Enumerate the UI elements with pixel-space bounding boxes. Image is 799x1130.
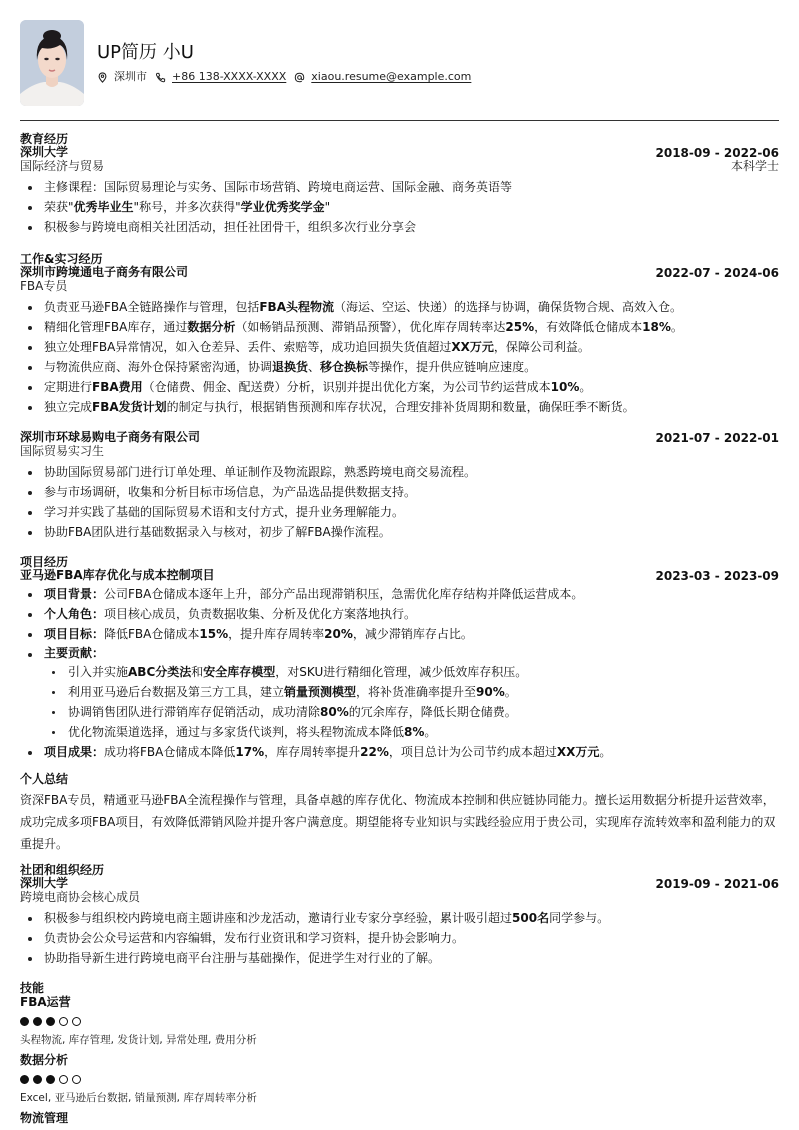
- contact-phone: [155, 70, 286, 84]
- section-summary: [20, 773, 779, 855]
- list-item: 协调销售团队进行滞销库存促销活动，成功清除80%的冗余库存，降低长期仓储费。: [20, 702, 779, 722]
- empty-dot-icon: [72, 1075, 81, 1084]
- activity-date: 2019-09 - 2021-06: [655, 877, 779, 891]
- list-item: 协助FBA团队进行基础数据录入与核对，初步了解FBA操作流程。: [20, 522, 779, 542]
- header-divider: [20, 120, 779, 121]
- phone-link[interactable]: +86 138-XXXX-XXXX: [172, 70, 287, 83]
- work-date: 2021-07 - 2022-01: [655, 431, 779, 445]
- list-item: 项目成果：成功将FBA仓储成本降低17%，库存周转率提升22%，项目总计为公司节约成本超过XX万元。: [20, 742, 779, 762]
- list-item: 个人角色：项目核心成员，负责数据收集、分析及优化方案落地执行。: [20, 604, 779, 624]
- at-sign-icon: [294, 72, 305, 83]
- section-title: 社团和组织经历: [20, 863, 105, 877]
- filled-dot-icon: [20, 1017, 29, 1026]
- candidate-name: UP简历 小U: [97, 42, 194, 63]
- skill-item: [20, 995, 779, 1047]
- project-name: 亚马逊FBA库存优化与成本控制项目: [20, 568, 215, 582]
- org-name: 深圳大学: [20, 876, 69, 890]
- list-item: 负责协会公众号运营和内容编辑，发布行业资讯和学习资料，提升协会影响力。: [20, 928, 779, 948]
- list-item: 独立处理FBA异常情况，如入仓差异、丢件、索赔等，成功追回损失货值超过XX万元，保障公司利益。: [20, 337, 779, 357]
- list-item: 定期进行FBA费用（仓储费、佣金、配送费）分析，识别并提出优化方案，为公司节约运营成本10%。: [20, 377, 779, 397]
- contact-email: [294, 70, 471, 84]
- list-item: 积极参与组织校内跨境电商主题讲座和沙龙活动，邀请行业专家分享经验，累计吸引超过500名同学参与。: [20, 908, 779, 928]
- list-item: 项目背景：公司FBA仓储成本逐年上升，部分产品出现滞销积压，急需优化库存结构并降低运营成本。: [20, 584, 779, 604]
- company-name: 深圳市环球易购电子商务有限公司: [20, 430, 201, 444]
- filled-dot-icon: [46, 1075, 55, 1084]
- resume-header: [20, 20, 779, 106]
- activity-role: 跨境电商协会核心成员: [20, 890, 141, 904]
- email-link[interactable]: xiaou.resume@example.com: [311, 70, 472, 83]
- list-item: 利用亚马逊后台数据及第三方工具，建立销量预测模型，将补货准确率提升至90%。: [20, 682, 779, 702]
- list-item: 引入并实施ABC分类法和安全库存模型，对SKU进行精细化管理，减少低效库存积压。: [20, 662, 779, 682]
- map-pin-icon: [97, 72, 108, 83]
- skill-level-rating: [20, 1017, 779, 1027]
- summary-text: 资深FBA专员，精通亚马逊FBA全流程操作与管理，具备卓越的库存优化、物流成本控制和供应链协同能力。擅长运用数据分析提升运营效率，成功完成多项FBA项目，有效降低滞销风险并提升客户满意度。期望能将专业知识与实践经验应用于贵公司，实现库存流转效率和盈利能力的双重提升。: [20, 793, 776, 851]
- list-item: 精细化管理FBA库存，通过数据分析（如畅销品预测、滞销品预警），优化库存周转率达25%，有效降低仓储成本18%。: [20, 317, 779, 337]
- contact-info: [97, 70, 479, 84]
- skill-item: [20, 1053, 779, 1105]
- list-item: 主要贡献： 引入并实施ABC分类法和安全库存模型，对SKU进行精细化管理，减少低效库存积压。 利用亚马逊后台数据及第三方工具，建立销量预测模型，将补货准确率提升至90%。 协调销售团队进行滞销库存促销活动，成功清除80%的冗余库存，降低长期仓储费。 优化物流渠道选择，通过与多家货代谈判，将头程物流成本降低8%。: [20, 644, 779, 742]
- list-item: 学习并实践了基础的国际贸易术语和支付方式，提升业务理解能力。: [20, 502, 779, 522]
- section-skills: [20, 982, 779, 1125]
- skill-name: FBA运营: [20, 995, 71, 1009]
- list-item: 负责亚马逊FBA全链路操作与管理，包括FBA头程物流（海运、空运、快递）的选择与协调，确保货物合规、高效入仓。: [20, 297, 779, 317]
- skill-keywords: Excel, 亚马逊后台数据, 销量预测, 库存周转率分析: [20, 1092, 257, 1104]
- work-entry: [20, 266, 779, 417]
- section-projects: [20, 556, 779, 762]
- list-item: 项目目标：降低FBA仓储成本15%，提升库存周转率20%，减少滞销库存占比。: [20, 624, 779, 644]
- list-item: 与物流供应商、海外仓保持紧密沟通，协调退换货、移仓换标等操作，提升供应链响应速度。: [20, 357, 779, 377]
- filled-dot-icon: [33, 1017, 42, 1026]
- major: 国际经济与贸易: [20, 159, 105, 173]
- list-item: 协助指导新生进行跨境电商平台注册与基础操作，促进学生对行业的了解。: [20, 948, 779, 968]
- list-item: 主修课程：国际贸易理论与实务、国际市场营销、跨境电商运营、国际金融、商务英语等: [20, 177, 779, 197]
- school-name: 深圳大学: [20, 145, 69, 159]
- section-work: [20, 253, 779, 542]
- list-item: 荣获"优秀毕业生"称号，并多次获得"学业优秀奖学金": [20, 197, 779, 217]
- section-activities: [20, 864, 779, 968]
- section-education: [20, 133, 779, 237]
- contact-location: [97, 70, 147, 84]
- degree: 本科学士: [730, 159, 779, 173]
- skill-keywords: 头程物流, 库存管理, 发货计划, 异常处理, 费用分析: [20, 1034, 257, 1046]
- location-text: 深圳市: [114, 70, 147, 83]
- activity-bullets: [20, 908, 779, 968]
- filled-dot-icon: [46, 1017, 55, 1026]
- section-title: 项目经历: [20, 555, 69, 569]
- work-bullets: [20, 462, 779, 542]
- education-entry: [20, 146, 779, 237]
- project-entry: [20, 569, 779, 762]
- skill-name: 物流管理: [20, 1111, 69, 1125]
- job-role: FBA专员: [20, 279, 68, 293]
- education-date: 2018-09 - 2022-06: [655, 146, 779, 160]
- work-date: 2022-07 - 2024-06: [655, 266, 779, 280]
- section-title: 教育经历: [20, 132, 69, 146]
- empty-dot-icon: [59, 1075, 68, 1084]
- education-bullets: [20, 177, 779, 237]
- skill-name: 数据分析: [20, 1053, 69, 1067]
- empty-dot-icon: [59, 1017, 68, 1026]
- work-entry: [20, 431, 779, 542]
- activity-entry: [20, 877, 779, 968]
- filled-dot-icon: [20, 1075, 29, 1084]
- section-title: 个人总结: [20, 772, 69, 786]
- job-role: 国际贸易实习生: [20, 444, 105, 458]
- list-item: 协助国际贸易部门进行订单处理、单证制作及物流跟踪，熟悉跨境电商交易流程。: [20, 462, 779, 482]
- skill-level-rating: [20, 1075, 779, 1085]
- skill-item: [20, 1111, 779, 1125]
- contribution-bullets: [20, 662, 779, 742]
- project-bullets: [20, 584, 779, 762]
- project-date: 2023-03 - 2023-09: [655, 569, 779, 583]
- profile-photo: [20, 20, 84, 106]
- section-title: 技能: [20, 981, 45, 995]
- filled-dot-icon: [33, 1075, 42, 1084]
- list-item: 参与市场调研，收集和分析目标市场信息，为产品选品提供数据支持。: [20, 482, 779, 502]
- list-item: 优化物流渠道选择，通过与多家货代谈判，将头程物流成本降低8%。: [20, 722, 779, 742]
- work-bullets: [20, 297, 779, 417]
- list-item: 独立完成FBA发货计划的制定与执行，根据销售预测和库存状况，合理安排补货周期和数量，确保旺季不断货。: [20, 397, 779, 417]
- section-title: 工作&实习经历: [20, 252, 103, 266]
- company-name: 深圳市跨境通电子商务有限公司: [20, 265, 189, 279]
- empty-dot-icon: [72, 1017, 81, 1026]
- phone-icon: [155, 72, 166, 83]
- list-item: 积极参与跨境电商相关社团活动，担任社团骨干，组织多次行业分享会: [20, 217, 779, 237]
